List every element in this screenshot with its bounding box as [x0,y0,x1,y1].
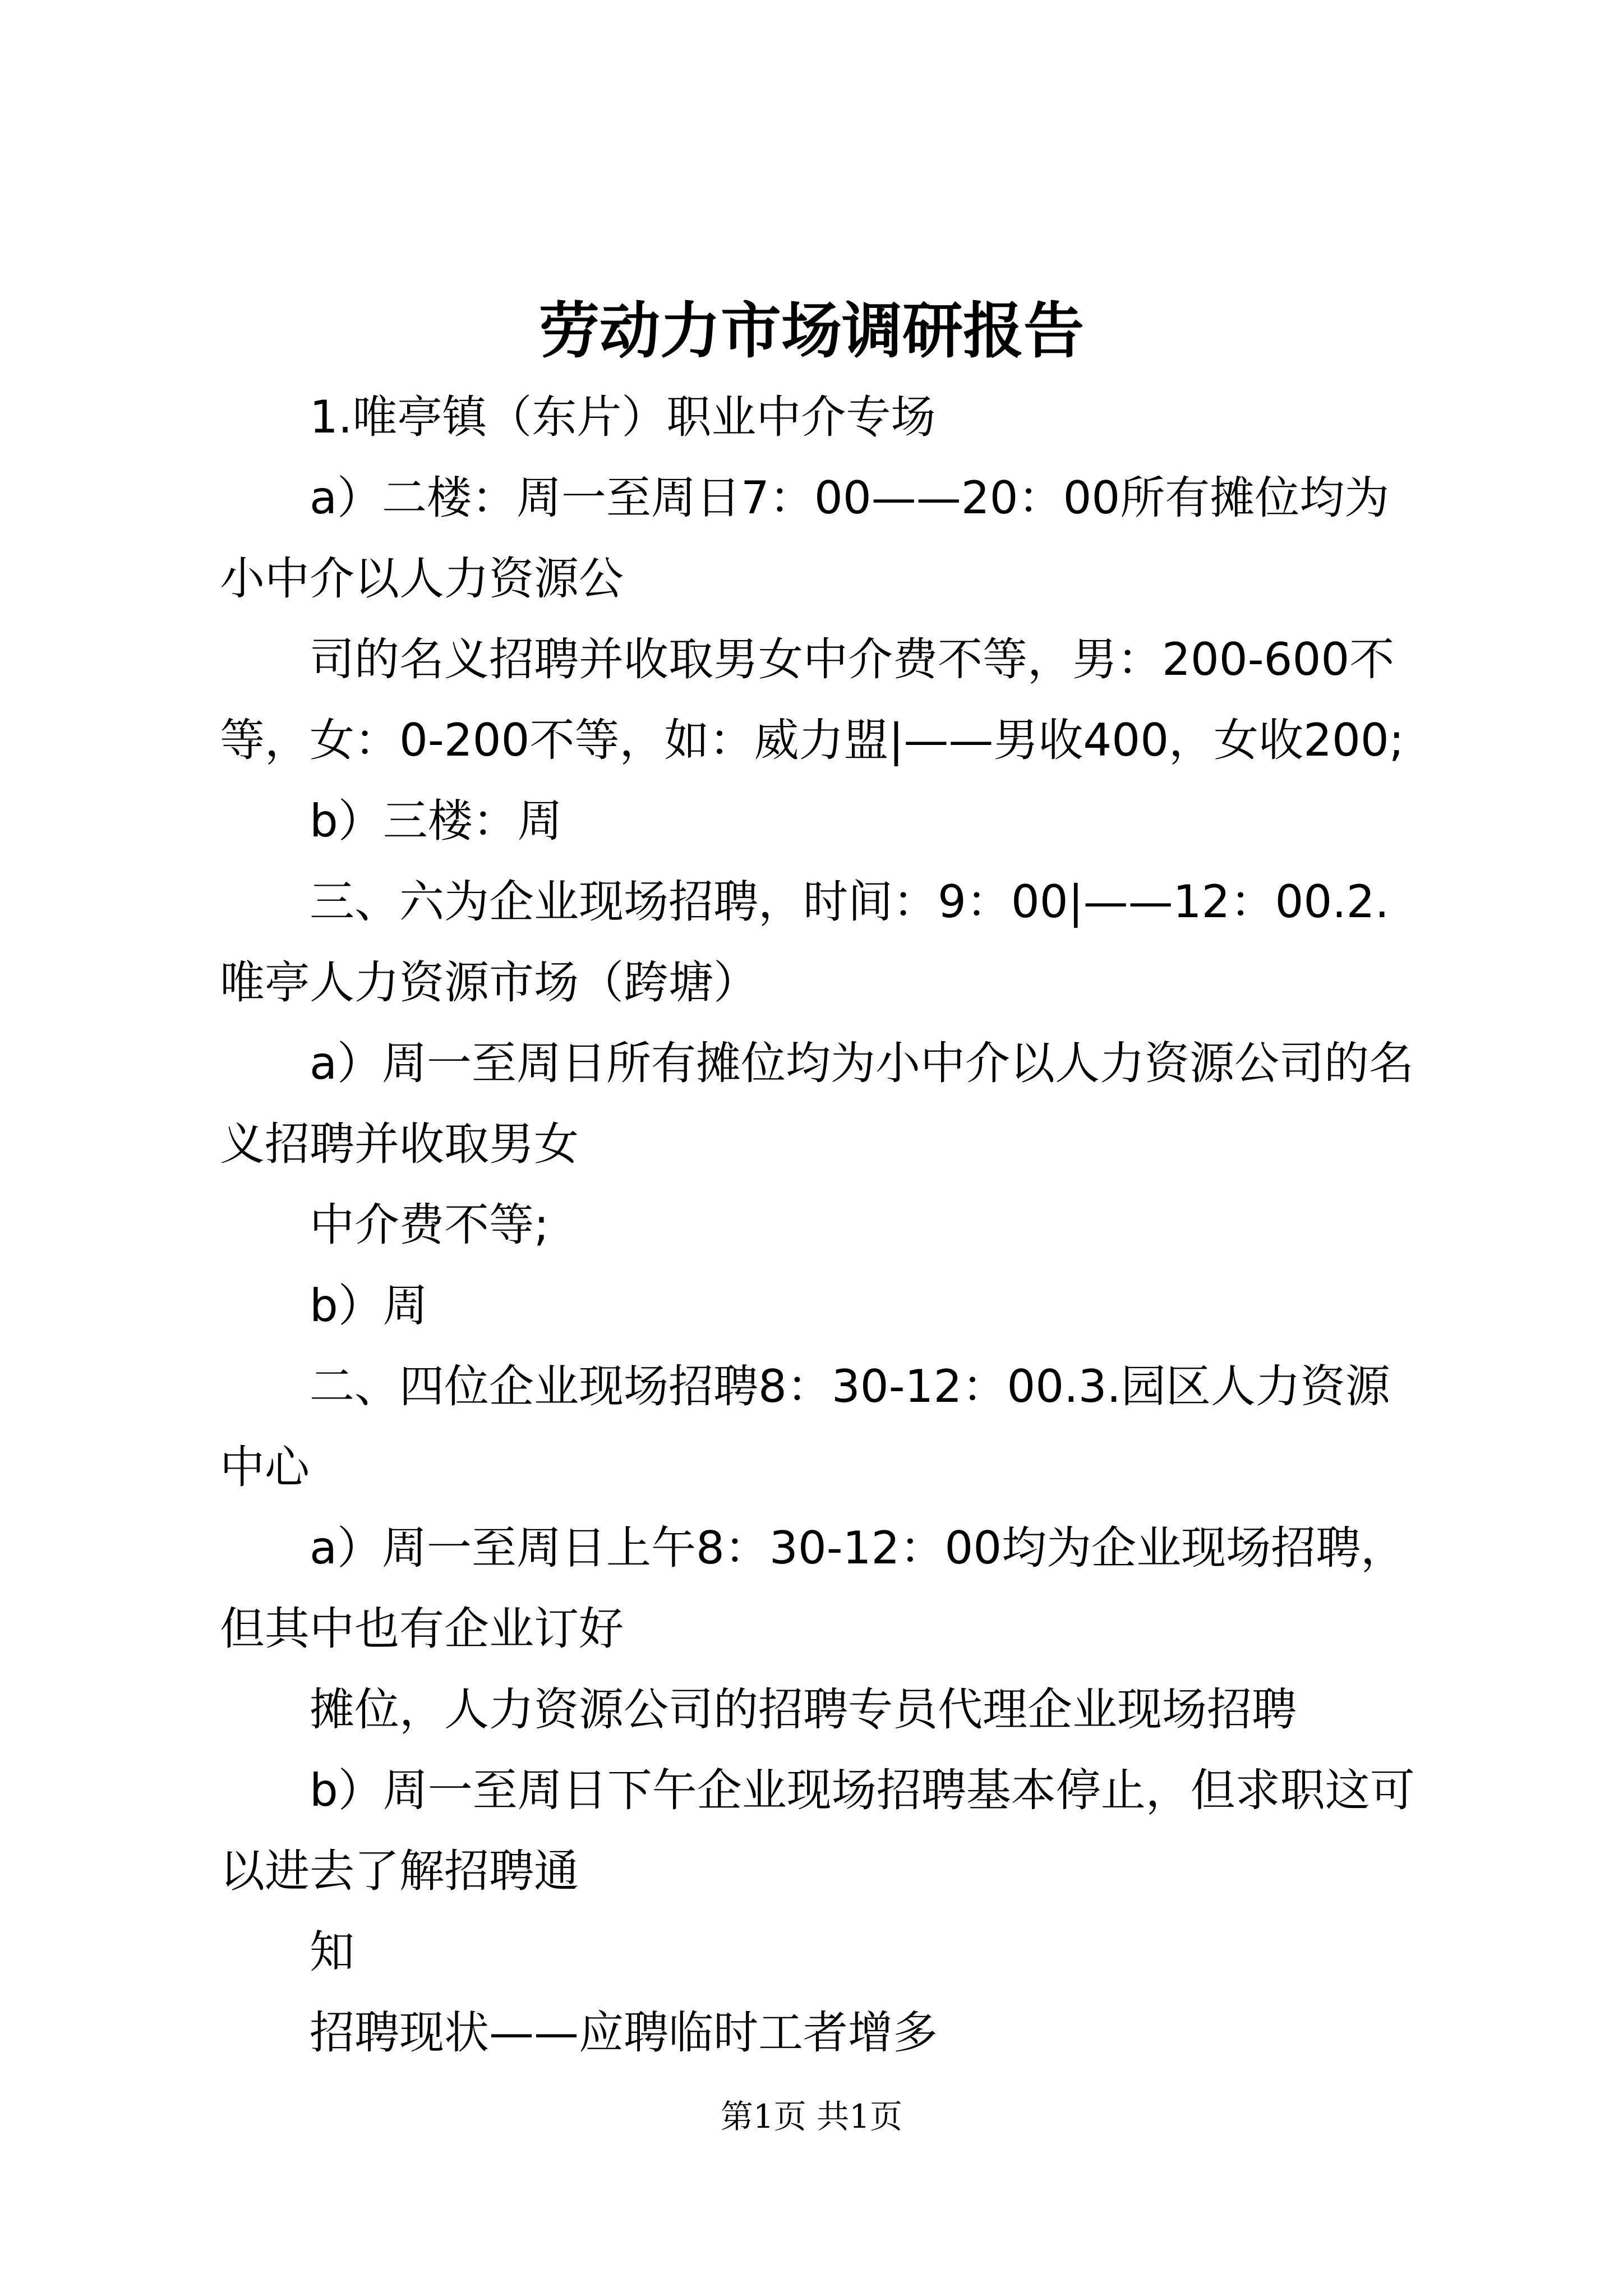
paragraph: 三、六为企业现场招聘，时间：9：00|——12：00.2.唯亭人力资源市场（跨塘） [220,876,1389,1009]
paragraph: 1.唯亭镇（东片）职业中介专场 [310,391,936,443]
page-number-footer: 第1页 共1页 [720,2097,903,2136]
document-title: 劳动力市场调研报告 [538,296,1084,366]
document-body [220,377,1431,2073]
paragraph: 司的名义招聘并收取男女中介费不等，男：200-600不等，女：0-200不等，如：威力盟|——男收400，女收200; [220,633,1404,766]
paragraph: a）周一至周日所有摊位均为小中介以人力资源公司的名义招聘并收取男女 [220,1037,1414,1170]
paragraph: a）周一至周日上午8：30-12：00均为企业现场招聘，但其中也有企业订好 [220,1522,1406,1655]
paragraph: b）周 [310,1280,428,1332]
paragraph: a）二楼：周一至周日7：00——20：00所有摊位均为小中介以人力资源公 [220,472,1390,605]
paragraph: 招聘现状——应聘临时工者增多 [310,2007,938,2059]
paragraph: 知 [310,1926,354,1978]
paragraph: 二、四位企业现场招聘8：30-12：00.3.园区人力资源中心 [220,1360,1390,1493]
paragraph: 中介费不等; [310,1199,549,1251]
paragraph: b）三楼：周 [310,795,562,847]
paragraph: b）周一至周日下午企业现场招聘基本停止，但求职这可以进去了解招聘通 [220,1764,1415,1897]
paragraph: 摊位，人力资源公司的招聘专员代理企业现场招聘 [310,1683,1297,1736]
